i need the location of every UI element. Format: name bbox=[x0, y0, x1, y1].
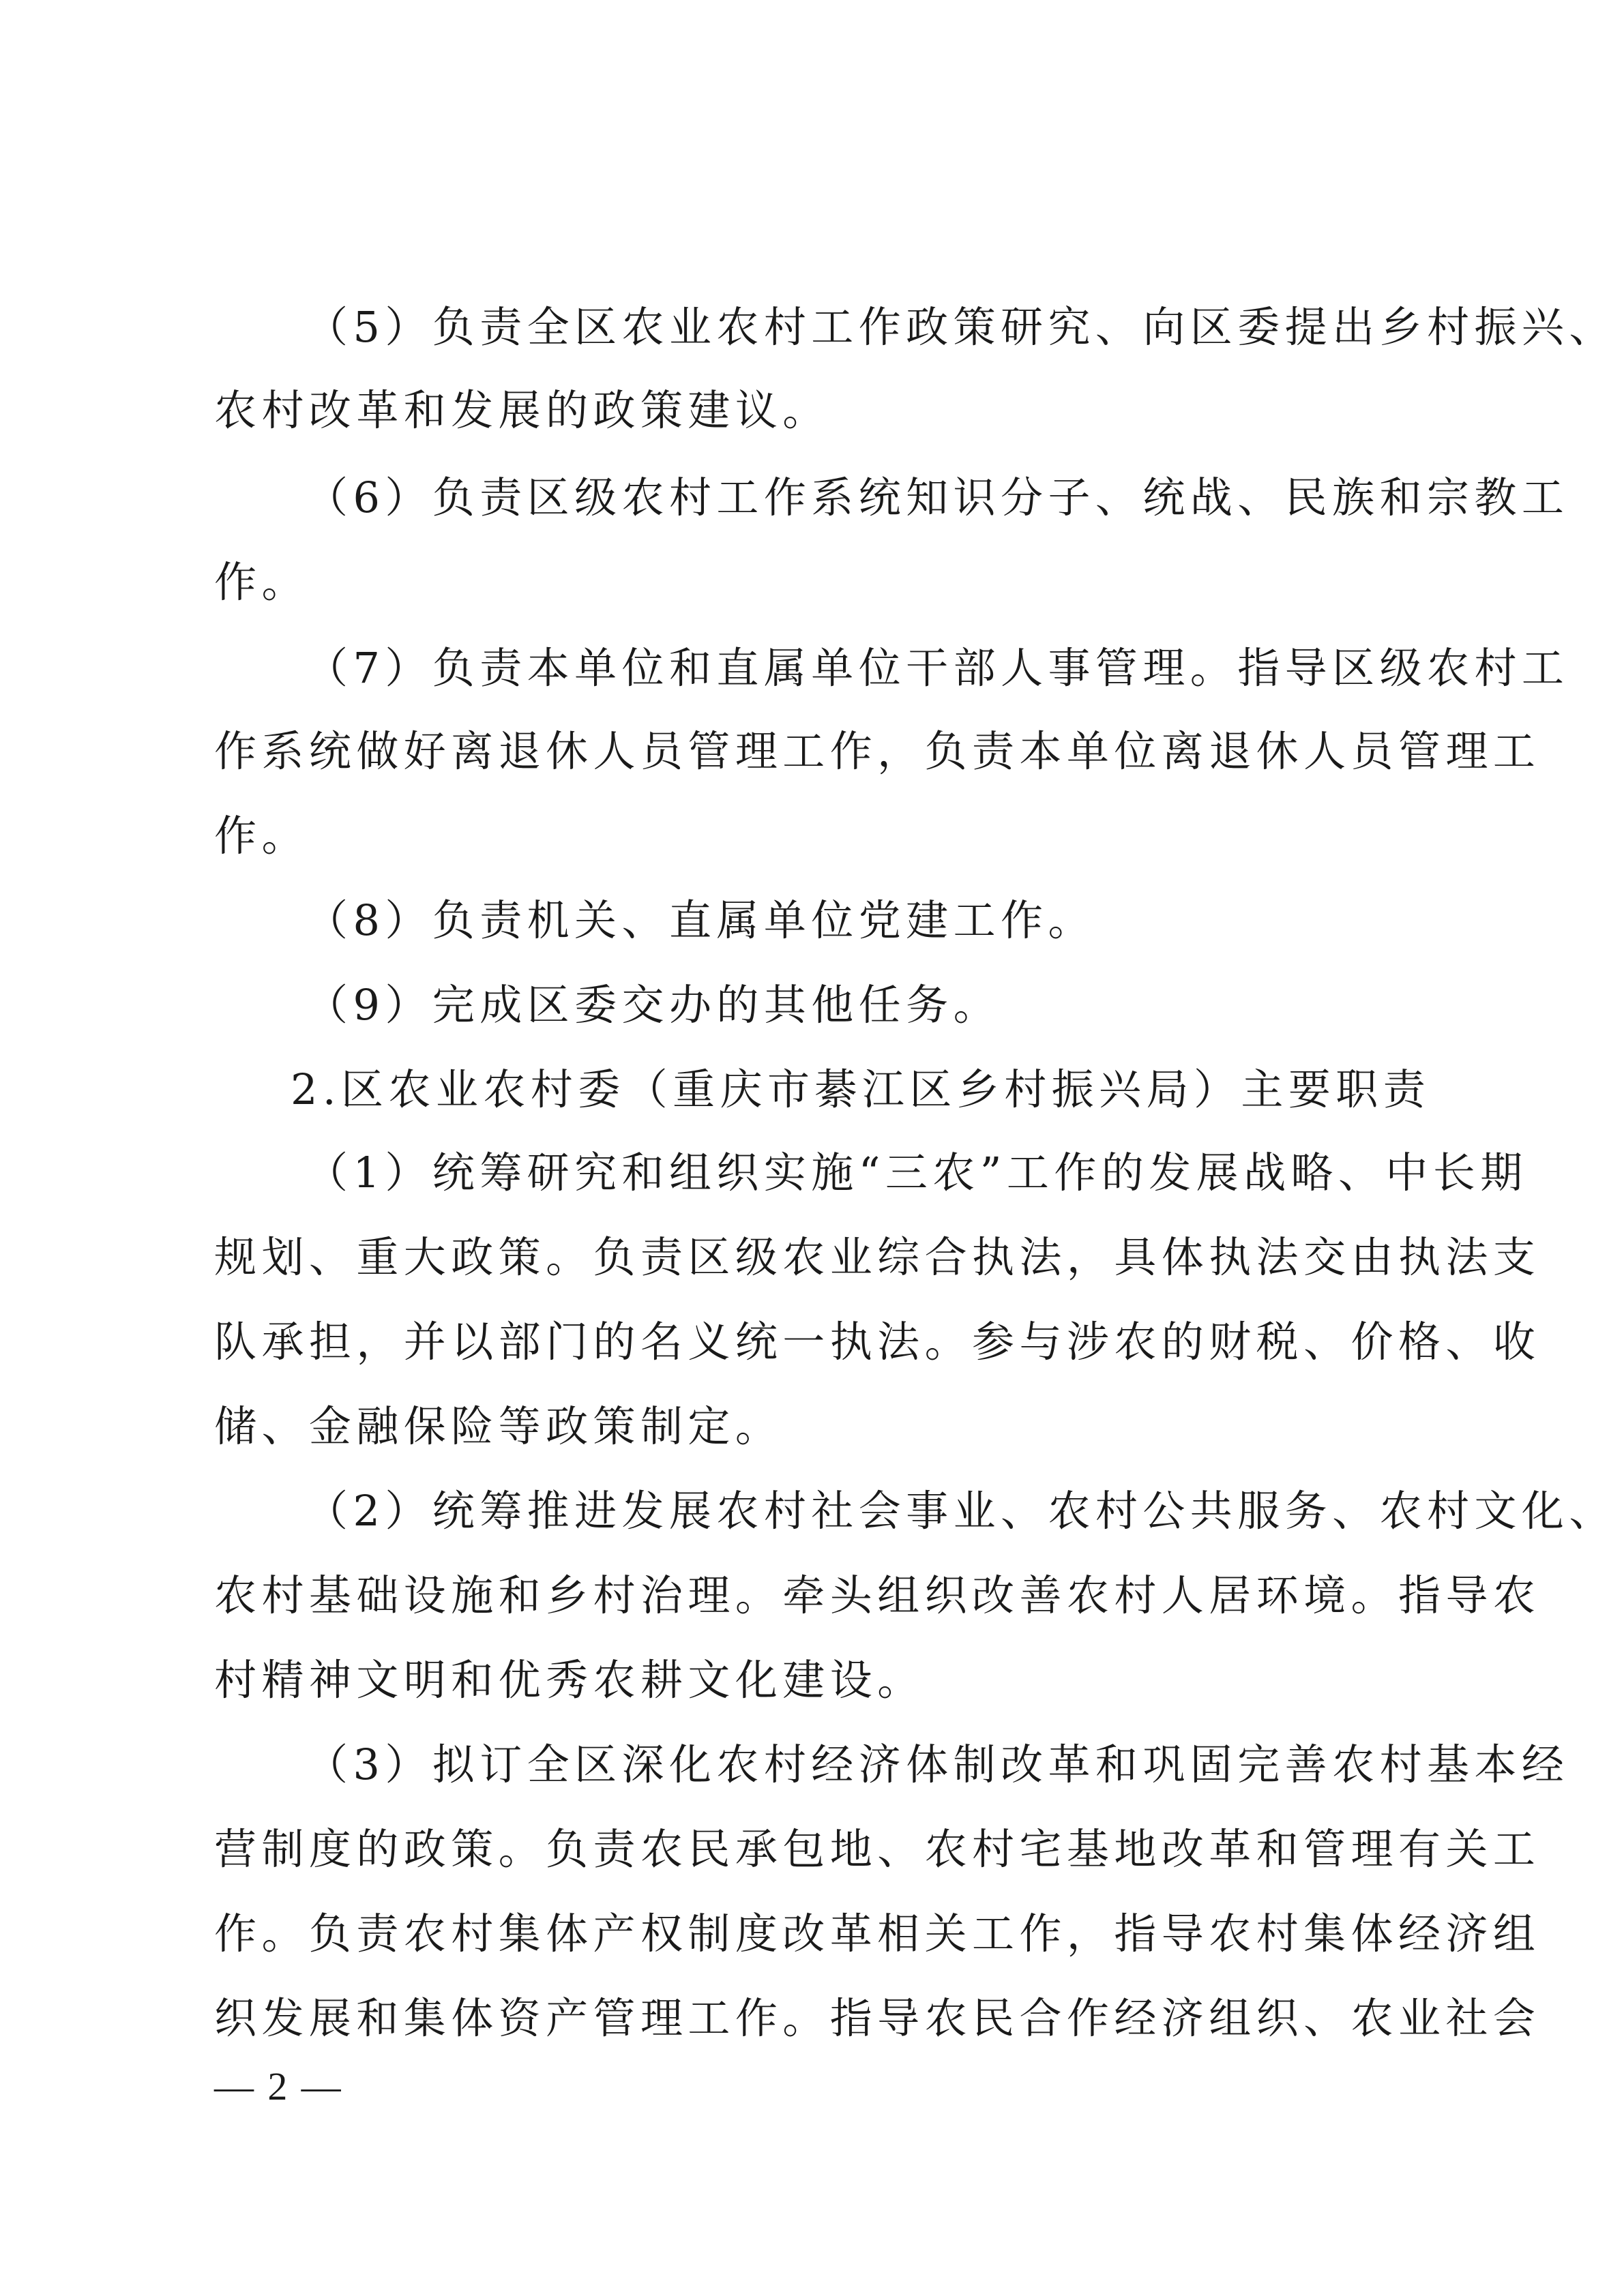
text-line: （8）负责机关、直属单位党建工作。 bbox=[306, 895, 1095, 945]
text-line: 队承担，并以部门的名义统一执法。参与涉农的财税、价格、收 bbox=[214, 1317, 1541, 1367]
text-line: 营制度的政策。负责农民承包地、农村宅基地改革和管理有关工 bbox=[214, 1824, 1541, 1874]
page-footer bbox=[214, 2059, 343, 2114]
text-line: 作。 bbox=[214, 811, 309, 861]
page-number: 2 bbox=[267, 2064, 290, 2108]
text-line: （9）完成区委交办的其他任务。 bbox=[306, 980, 1001, 1030]
section-heading: 2.区农业农村委（重庆市綦江区乡村振兴局）主要职责 bbox=[291, 1064, 1431, 1114]
text-line: 储、金融保险等政策制定。 bbox=[214, 1401, 783, 1451]
text-line: 农村改革和发展的政策建议。 bbox=[214, 385, 830, 435]
text-line: 织发展和集体资产管理工作。指导农民合作经济组织、农业社会 bbox=[214, 1993, 1541, 2043]
text-line: （2）统筹推进发展农村社会事业、农村公共服务、农村文化、 bbox=[306, 1486, 1616, 1536]
text-line: （7）负责本单位和直属单位干部人事管理。指导区级农村工 bbox=[306, 643, 1569, 693]
text-line: （5）负责全区农业农村工作政策研究、向区委提出乡村振兴、 bbox=[306, 302, 1616, 352]
text-line: （1）统筹研究和组织实施“三农”工作的发展战略、中长期 bbox=[306, 1148, 1528, 1197]
text-line: 作系统做好离退休人员管理工作，负责本单位离退休人员管理工 bbox=[214, 726, 1541, 776]
text-line: 作。负责农村集体产权制度改革相关工作，指导农村集体经济组 bbox=[214, 1909, 1541, 1958]
text-line: （6）负责区级农村工作系统知识分子、统战、民族和宗教工 bbox=[306, 473, 1569, 522]
text-line: 村精神文明和优秀农耕文化建设。 bbox=[214, 1655, 925, 1705]
text-line: 规划、重大政策。负责区级农业综合执法，具体执法交由执法支 bbox=[214, 1232, 1541, 1282]
text-line: 作。 bbox=[214, 557, 309, 607]
dash-right: — bbox=[289, 2064, 343, 2108]
dash-left: — bbox=[214, 2064, 268, 2108]
text-line: （3）拟订全区深化农村经济体制改革和巩固完善农村基本经 bbox=[306, 1740, 1569, 1789]
text-line: 农村基础设施和乡村治理。牵头组织改善农村人居环境。指导农 bbox=[214, 1570, 1541, 1620]
